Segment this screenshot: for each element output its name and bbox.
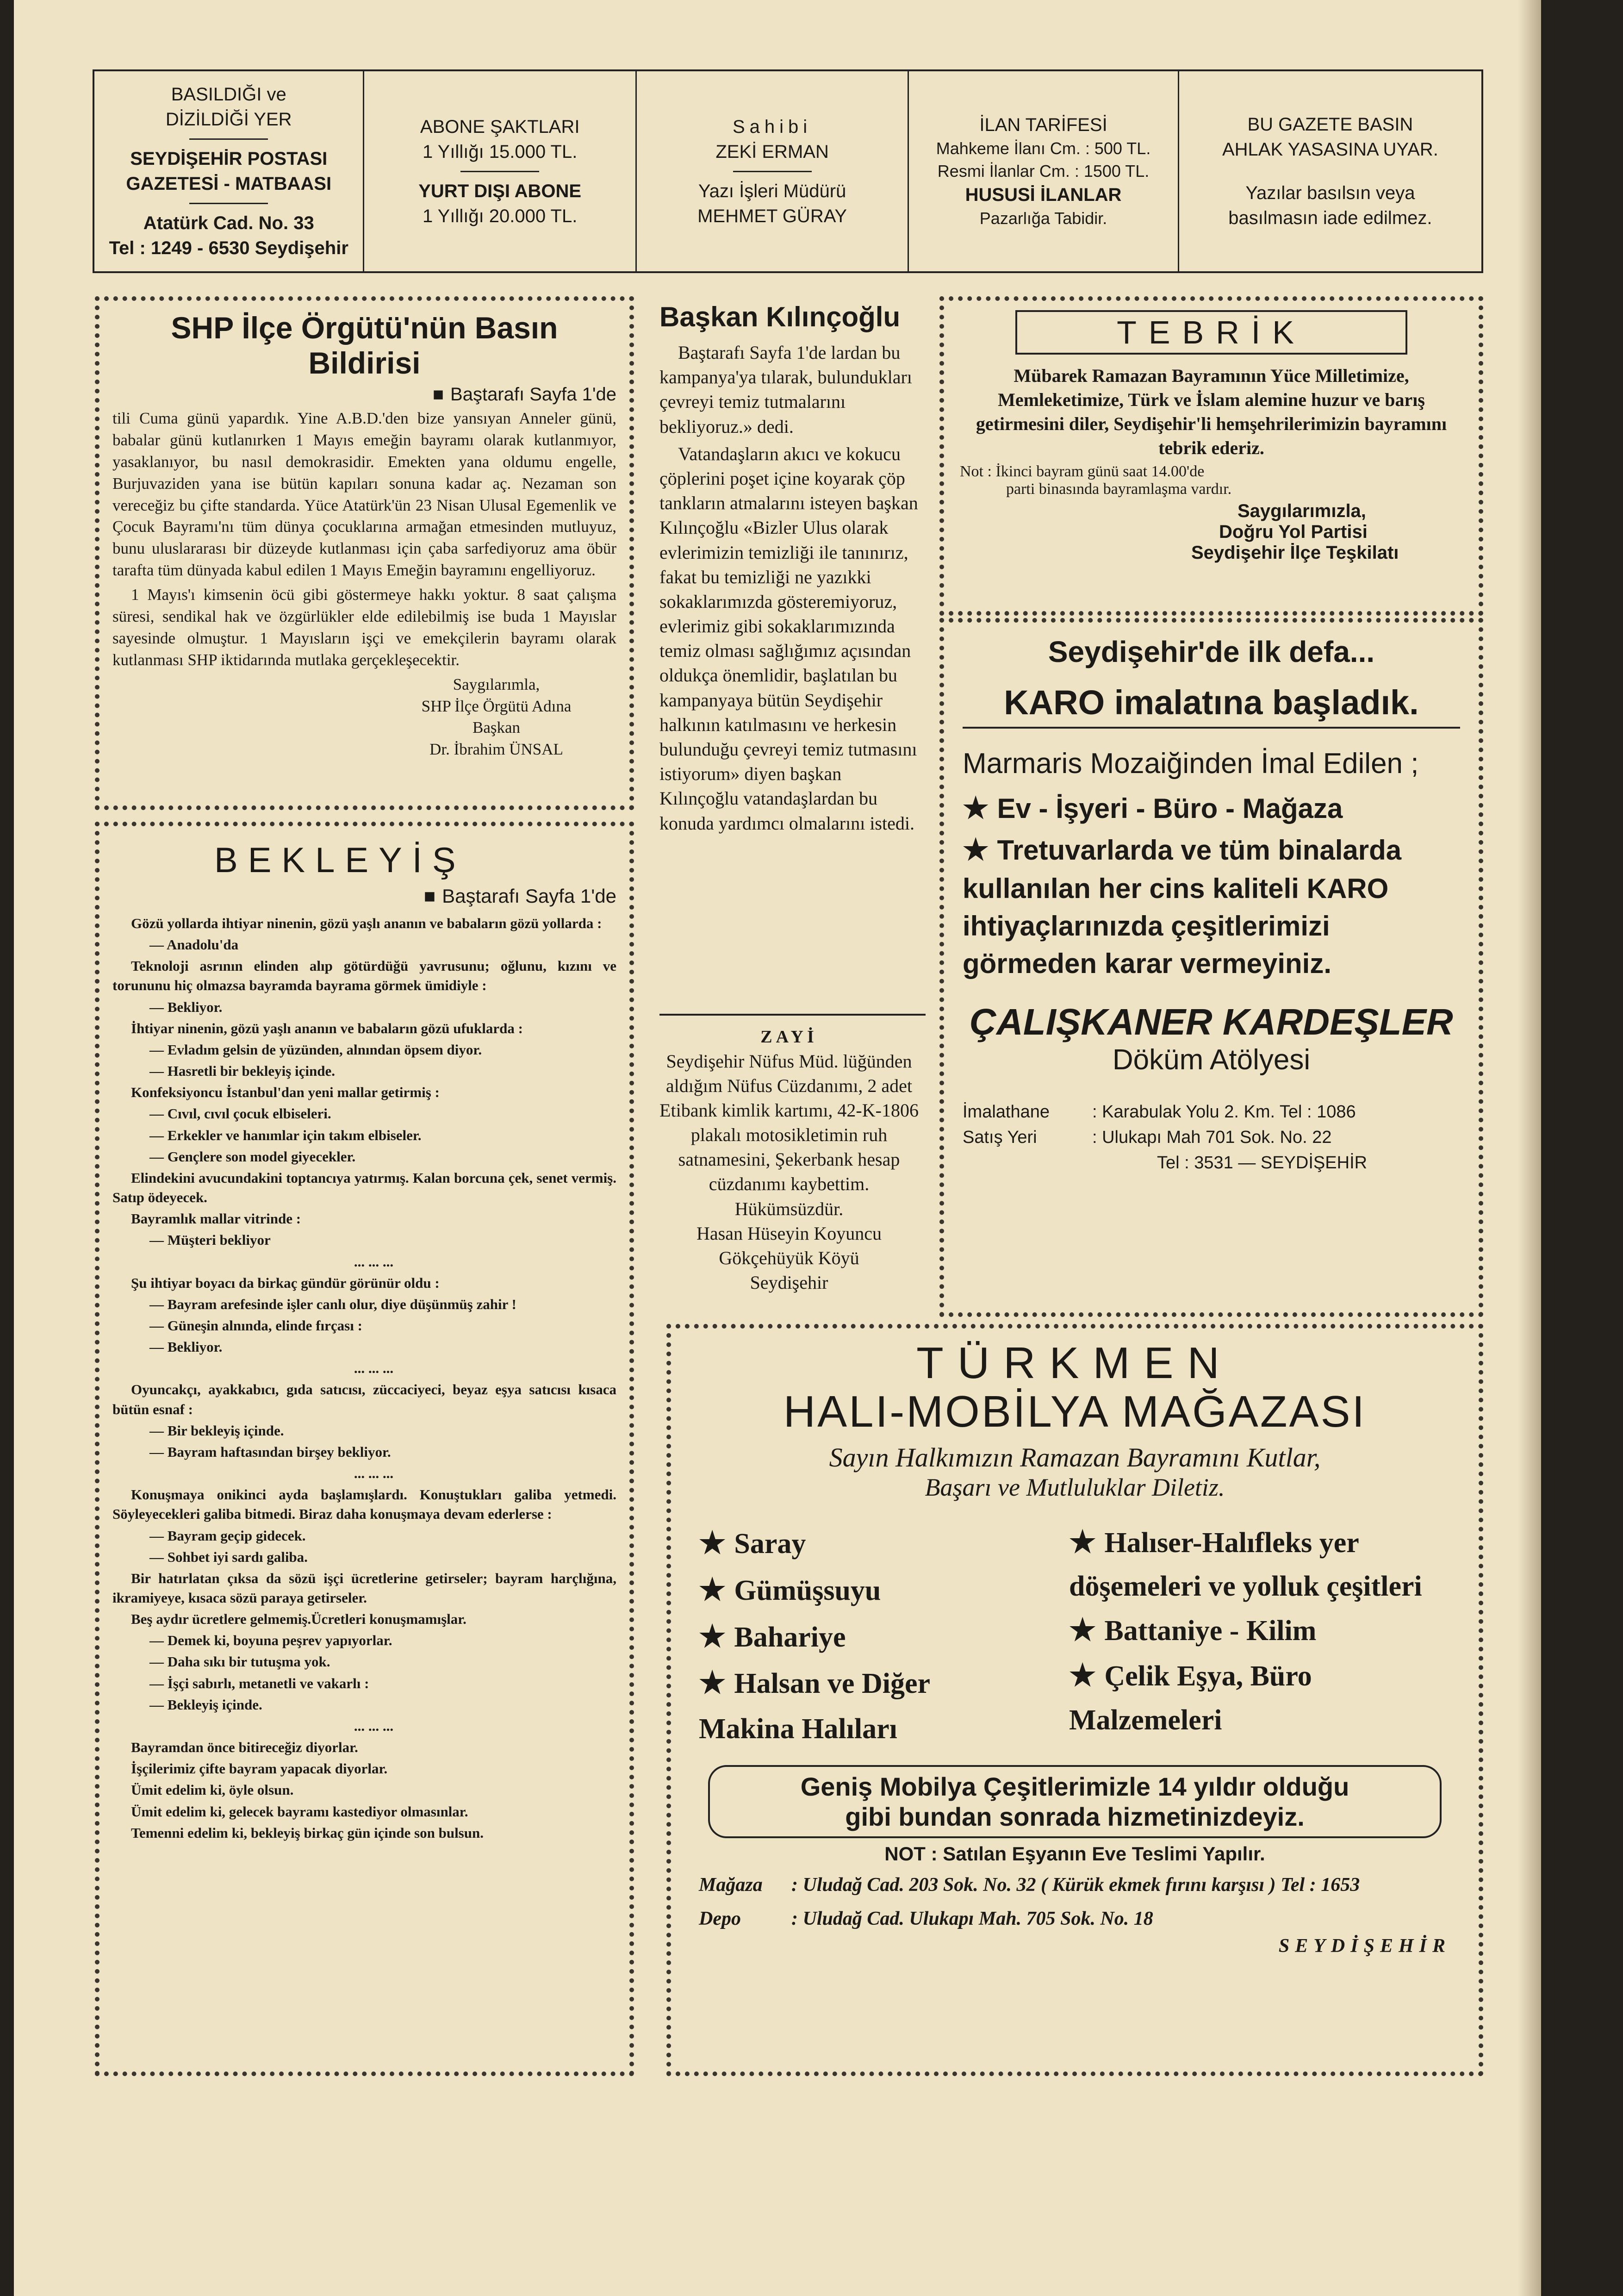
turkmen-slogan-box [708,1765,1442,1838]
product-item: ★ Bahariye [699,1614,1069,1660]
text-line: Bir hatırlatan çıksa da sözü işçi ücretlerine getirseler; bayram harçlığına, ikramiyeye, kısaca sözü paraya getirseler. [112,1570,616,1606]
tebrik-title: TEBRİK [1015,310,1407,355]
special-ads-note: Pazarlığa Tabidir. [979,209,1107,228]
karo-item: ★ Tretuvarlarda ve tüm binalarda kullanılan her cins kaliteli KARO ihtiyaçlarınızda çeşitlerimizi görmeden karar vermeyiniz. [963,830,1460,982]
text-line: — Bekleyiş içinde. [149,1696,262,1713]
zayi-place: Seydişehir [750,1272,828,1293]
text-line: — Daha sıkı bir tutuşma yok. [149,1653,330,1670]
baskan-headline: Başkan Kılınçoğlu [659,301,901,332]
court-ad-rate: Mahkeme İlanı Cm. : 500 TL. [936,139,1151,158]
text-line: İşçilerimiz çifte bayram yapacak diyorlar. [131,1760,388,1777]
karo-subheadline: KARO imalatına başladık. [963,683,1460,729]
slogan-line: Geniş Mobilya Çeşitlerimizle 14 yıldır olduğu [800,1772,1349,1802]
signature-line: SHP İlçe Örgütü Adına [421,697,572,715]
column-divider [659,1014,926,1016]
bekleyis-body [112,914,616,1843]
text-line: — Bayram haftasından birşey bekliyor. [149,1443,391,1460]
separator: ... ... ... [354,1253,394,1270]
abroad-yearly: 1 Yıllığı 20.000 TL. [423,206,578,226]
shop-label: Satış Yeri [963,1128,1037,1148]
page-shadow-right [1518,0,1541,2296]
zayi-place: Gökçehüyük Köyü [719,1248,859,1269]
depot-address: : Uludağ Cad. Ulukapı Mah. 705 Sok. No. 18 [791,1908,1153,1930]
baskan-article [650,296,928,1018]
delivery-note: NOT : Satılan Eşyanın Eve Teslimi Yapılır. [884,1843,1265,1865]
shp-headline: SHP İlçe Örgütü'nün Basın Bildirisi [171,311,558,380]
turkmen-addresses [699,1872,1451,1959]
text-line: — Bir bekleyiş içinde. [149,1422,284,1439]
product-item: ★ Battaniye - Kilim [1069,1608,1451,1653]
ethics-line-2: AHLAK YASASINA UYAR. [1222,139,1438,160]
text-line: — Bekliyor. [149,1339,223,1355]
karo-company-subtitle: Döküm Atölyesi [1112,1044,1311,1076]
official-ad-rate: Resmi İlanlar Cm. : 1500 TL. [937,161,1150,181]
text-line: — Bekliyor. [149,998,223,1015]
separator: ... ... ... [354,1360,394,1377]
karo-headline: Seydişehir'de ilk defa... [1048,635,1375,668]
text-line: — Evladım gelsin de yüzünden, alnından öpsem diyor. [149,1041,482,1058]
text-line: — Bayram arefesinde işler canlı olur, diye düşünmüş zahir ! [149,1296,516,1312]
karo-company: ÇALIŞKANER KARDEŞLER [970,1001,1453,1043]
text-line: Gözü yollarda ihtiyar ninenin, gözü yaşlı ananın ve babaların gözü yollarda : [131,915,602,931]
slogan-line: gibi bundan sonrada hizmetinizdeyiz. [845,1802,1305,1832]
turkmen-ad [666,1324,1483,2076]
zayi-text: Seydişehir Nüfus Müd. lüğünden aldığım Nüfus Cüzdanımı, 2 adet Etibank kimlik kartımı, 42-K-1806 plakalı motosikletimin ruh satnamesini, Şekerbank hesap cüzdanımı kaybettim. Hükümsüzdür. [659,1050,919,1219]
printing-title-2: DİZİLDİĞİ YER [165,109,292,130]
product-item: ★ Gümüşsuyu [699,1567,1069,1614]
factory-label: İmalathane [963,1102,1050,1122]
turkmen-subtitle: HALI-MOBİLYA MAĞAZASI [783,1387,1367,1436]
text-line: Ümit edelim ki, gelecek bayramı kastediyor olmasınlar. [131,1803,468,1820]
text-line: Teknoloji asrının elinden alıp götürdüğü yavrusunu; oğlunu, kızını ve torununu hiç olmazsa bayramda bayrama görmek ümidiyle : [112,958,616,994]
editor-name: MEHMET GÜRAY [697,206,847,226]
depot-label: Depo [699,1908,741,1930]
turkmen-greeting: Başarı ve Mutluluklar Diletiz. [925,1473,1225,1501]
editor-label: Yazı İşleri Müdürü [698,181,846,201]
printing-info [94,71,364,271]
shop-address: : Uludağ Cad. 203 Sok. No. 32 ( Kürük ekmek fırını karşısı ) Tel : 1653 [791,1874,1360,1896]
text-line: — Anadolu'da [149,936,239,953]
product-item: ★ Halsan ve Diğer Makina Halıları [699,1660,1069,1751]
tebrik-sign: Doğru Yol Partisi [1219,522,1368,542]
printer-phone: Tel : 1249 - 6530 Seydişehir [109,238,348,258]
return-note-2: basılmasın iade edilmez. [1228,208,1432,228]
text-line: Beş aydır ücretlere gelmemiş.Ücretleri konuşmamışlar. [131,1611,466,1628]
karo-address [963,1099,1460,1176]
masthead-info-box [93,69,1483,273]
text-line: — Gençlere son model giyecekler. [149,1148,356,1165]
owner-info [637,71,909,271]
shp-signature [112,674,616,761]
text-line: — İşçi sabırlı, metanetli ve vakarlı : [149,1675,369,1691]
text-line: — Hasretli bir bekleyiş içinde. [149,1063,336,1079]
shop-address: : Ulukapı Mah 701 Sok. No. 22 [1092,1128,1332,1148]
karo-item: ★ Ev - İşyeri - Büro - Mağaza [963,791,1460,825]
product-list-left [699,1520,1069,1752]
tebrik-sign: Saygılarımızla, [1237,501,1366,521]
zayi-name: Hasan Hüseyin Koyuncu [696,1223,882,1244]
return-note-1: Yazılar basılsın veya [1245,183,1415,203]
turkmen-products [699,1520,1451,1752]
bekleyis-article [95,822,634,2076]
text-line: Bayramlık mallar vitrinde : [131,1210,301,1227]
printer-address: Atatürk Cad. No. 33 [143,213,314,233]
continued-note: ■ Baştarafı Sayfa 1'de [112,384,616,405]
text-line: İhtiyar ninenin, gözü yaşlı ananın ve babaların gözü ufuklarda : [131,1020,523,1036]
turkmen-title: TÜRKMEN [916,1338,1233,1388]
text-line: — Cıvıl, cıvıl çocuk elbiseleri. [149,1105,331,1122]
printer-name: SEYDİŞEHİR POSTASI [130,149,328,169]
printing-title: BASILDIĞI ve [171,84,286,105]
bekleyis-headline: BEKLEYİŞ [214,841,466,880]
continued-note: ■ Baştarafı Sayfa 1'de [112,885,616,907]
paragraph: Baştarafı Sayfa 1'de lardan bu kampanya'ya tılarak, bulundukları çevreyi temiz tutmalarını bekliyoruz.» dedi. [659,342,912,437]
ad-rates [909,71,1179,271]
tebrik-note: Not : İkinci bayram günü saat 14.00'de [960,463,1205,480]
subscription-title: ABONE ŞAKTLARI [420,116,580,137]
ethics-note [1179,71,1481,271]
signature-line: Saygılarımla, [453,675,540,693]
text-line: Ümit edelim ki, öyle olsun. [131,1782,294,1798]
text-line: Bayramdan önce bitireceğiz diyorlar. [131,1739,358,1756]
text-line: Konuşmaya onikinci ayda başlamışlardı. Konuştukları galiba yetmedi. Söyleyecekleri galiba bitmedi. Biraz daha konuşmaya devam ederlerse : [112,1486,616,1522]
owner-label: Sahibi [733,116,812,137]
text-line: — Müşteri bekliyor [149,1232,271,1248]
depot-city: SEYDİŞEHİR [1278,1935,1451,1957]
printer-name-2: GAZETESİ - MATBAASI [126,174,332,194]
product-item: ★ Çelik Eşya, Büro Malzemeleri [1069,1653,1451,1742]
ad-rates-title: İLAN TARİFESİ [979,115,1107,136]
shop-phone: Tel : 3531 — SEYDİŞEHİR [1157,1153,1368,1173]
shp-article [95,296,634,810]
text-line: — Bayram geçip gidecek. [149,1527,306,1544]
divider [189,138,268,140]
subscription-yearly: 1 Yıllığı 15.000 TL. [423,141,578,162]
tebrik-ad [939,296,1483,616]
divider [189,203,268,204]
shop-label: Mağaza [699,1874,763,1896]
separator: ... ... ... [354,1465,394,1482]
zayi-notice [650,1021,928,1317]
text-line: Temenni edelim ki, bekleyiş birkaç gün içinde son bulsun. [131,1824,484,1841]
paragraph: Vatandaşların akıcı ve kokucu çöplerini poşet içine koyarak çöp tankların atmalarını isteyen başkan Kılınçoğlu «Bizler Ulus olarak evlerimizin temizliği ile tanınırız, fakat bu temizliği ne yazıkki sokaklarımızda gösteremiyoruz, evlerimiz gibi sokaklarımızında temiz olması sağlığımız açısından oldukça önemlidir, başlatılan bu kampanyaya bütün Seydişehir halkının katılmasını ve herkesin bulunduğu çevreyi temiz tutmasını istiyorum» diyen başkan Kılınçoğlu vatandaşlardan bu konuda yardımcı olmalarını istedi. [659,443,918,834]
text-line: Elindekini avucundakini toptancıya yatırmış. Kalan borcuna çek, senet vermiş. Satıp ödeyecek. [112,1169,616,1206]
product-list-right [1069,1520,1451,1752]
separator: ... ... ... [354,1717,394,1734]
turkmen-greeting: Sayın Halkımızın Ramazan Bayramını Kutlar, [829,1442,1321,1472]
zayi-title: ZAYİ [760,1027,818,1047]
text-line: — Demek ki, boyuna peşrev yapıyorlar. [149,1632,392,1649]
karo-material: Marmaris Mozaiğinden İmal Edilen ; [963,748,1419,780]
tebrik-note: parti binasında bayramlaşma vardır. [1006,480,1232,498]
karo-ad [939,618,1483,1317]
owner-name: ZEKİ ERMAN [715,141,829,162]
text-line: Konfeksiyoncu İstanbul'dan yeni mallar getirmiş : [131,1084,440,1101]
tebrik-sign: Seydişehir İlçe Teşkilatı [1191,543,1399,563]
text-line: — Güneşin alnında, elinde fırçası : [149,1317,362,1334]
paragraph: 1 Mayıs'ı kimsenin öcü gibi göstermeye hakkı yoktur. 8 saat çalışma süresi, sendikal hak ve özgürlükler elde edilebilmiş ise buda 1 Mayıslar sayesinde olmuştur. 1 Mayısların işçi ve emekçilerin bayramı olarak kutlanması SHP iktidarında mutlaka gerçekleşecektir. [112,586,616,669]
divider [460,171,539,172]
signature-line: Başkan [472,718,521,737]
scan-edge-right [1541,0,1623,2296]
text-line: — Erkekler ve hanımlar için takım elbiseler. [149,1127,422,1143]
subscription-info [364,71,636,271]
tebrik-text: Mübarek Ramazan Bayramının Yüce Milletimize, Memleketimize, Türk ve İslam alemine huzur ve barış getirmesini diler, Seydişehir'li hemşehrilerimizin bayramını tebrik ederiz. [976,365,1447,458]
baskan-body [659,340,919,836]
product-item: ★ Saray [699,1520,1069,1567]
scan-edge-left [0,0,14,2296]
abroad-title: YURT DIŞI ABONE [418,181,582,201]
factory-address: : Karabulak Yolu 2. Km. Tel : 1086 [1092,1102,1356,1122]
text-line: — Sohbet iyi sardı galiba. [149,1548,308,1565]
paragraph: tili Cuma günü yapardık. Yine A.B.D.'den bize yansıyan Anneler günü, babalar günü kutlanırken 1 Mayıs emeğin bayramı olarak kutlanmıyor, yasaklanıyor, bu nasıl demokrasidir. Emekten yana oldumu engelle, Burjuvaziden yana ise bütün kapıları sonuna kadar aç. Nezaman son vereceğiz bu çifte standarda. Yüce Atatürk'ün 23 Nisan Ulusal Egemenlik ve Çocuk Bayramı'nı tüm dünya çocuklarına armağan etmesinden mutluyuz, bunu uluslararası bir düzeyde kutlanması için çaba sarfediyoruz ama öbür tarafta tüm dünyada kabul edilen 1 Mayıs Emeğin bayramını engelliyoruz. [112,409,616,580]
text-line: Oyuncakçı, ayakkabıcı, gıda satıcısı, züccaciyeci, beyaz eşya satıcısı kısaca bütün esnaf : [112,1381,616,1417]
shp-body [112,408,616,671]
product-item: ★ Halıser-Halıfleks yer döşemeleri ve yolluk çeşitleri [1069,1520,1451,1609]
text-line: Şu ihtiyar boyacı da birkaç gündür görünür oldu : [131,1274,440,1291]
divider [733,171,812,172]
special-ads-title: HUSUSİ İLANLAR [965,185,1122,206]
signature-name: Dr. İbrahim ÜNSAL [429,740,563,759]
ethics-line-1: BU GAZETE BASIN [1247,114,1413,135]
